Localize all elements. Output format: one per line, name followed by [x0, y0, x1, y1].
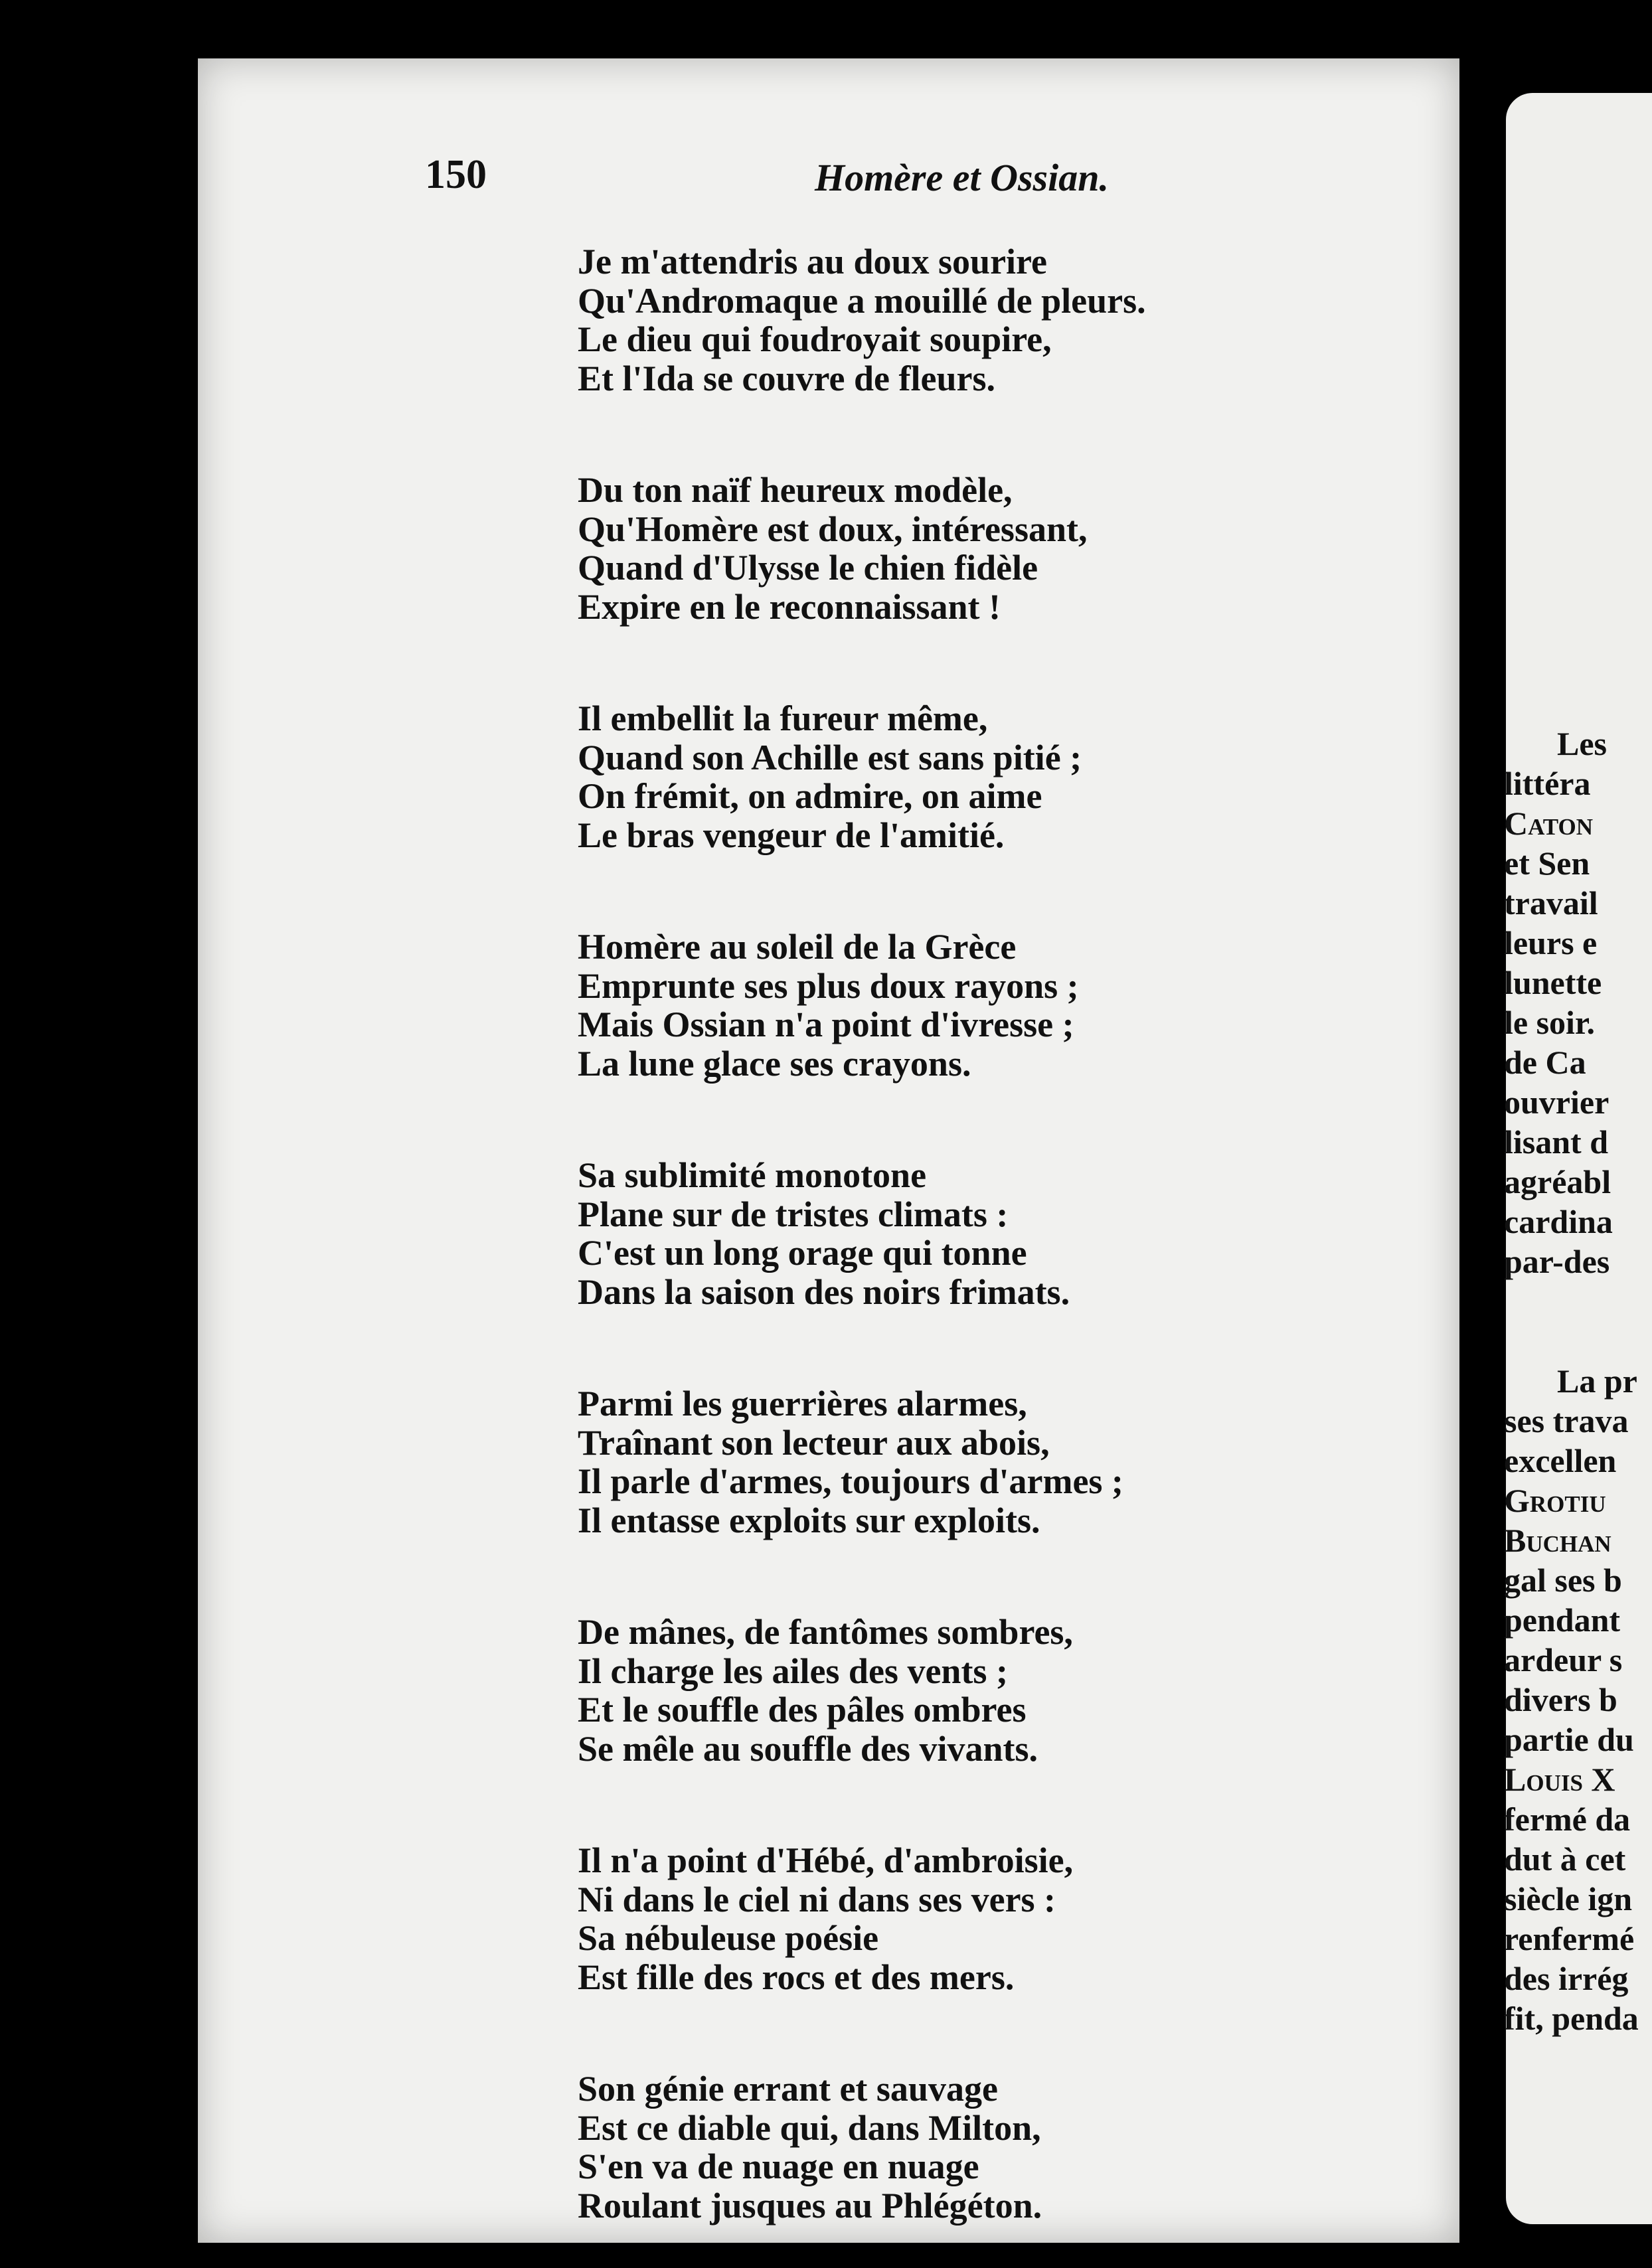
right-line: excellen — [1504, 1442, 1617, 1479]
right-line: agréabl — [1504, 1163, 1611, 1200]
poem-line: Quand d'Ulysse le chien fidèle — [578, 548, 1038, 588]
poem-line: S'en va de nuage en nuage — [578, 2146, 979, 2186]
poem-line: Le dieu qui foudroyait soupire, — [578, 319, 1052, 359]
poem-line: Mais Ossian n'a point d'ivresse ; — [578, 1005, 1074, 1044]
right-line: des irrég — [1504, 1960, 1629, 1997]
poem-line: Homère au soleil de la Grèce — [578, 927, 1017, 967]
poem-line: Est fille des rocs et des mers. — [578, 1957, 1015, 1997]
poem-line: Qu'Homère est doux, intéressant, — [578, 509, 1088, 549]
stanza — [578, 1384, 1275, 1540]
right-line: renfermé — [1504, 1920, 1635, 1957]
right-line: pendant — [1504, 1601, 1621, 1639]
right-line: La pr — [1557, 1362, 1637, 1400]
right-line: partie du — [1504, 1721, 1634, 1758]
right-line: Les — [1557, 725, 1607, 762]
right-line: lisant d — [1504, 1123, 1609, 1161]
poem-line: Et l'Ida se couvre de fleurs. — [578, 358, 995, 398]
right-line: travail — [1504, 884, 1598, 922]
right-line: le soir. — [1504, 1004, 1596, 1041]
poem-line: Son génie errant et sauvage — [578, 2069, 998, 2109]
poem-line: Se mêle au souffle des vivants. — [578, 1728, 1038, 1769]
poem-line: Parmi les guerrières alarmes, — [578, 1384, 1027, 1423]
poem-line: Sa sublimité monotone — [578, 1155, 927, 1195]
right-line: ses trava — [1504, 1402, 1629, 1439]
right-line: dut à cet — [1504, 1840, 1626, 1878]
right-line: fit, penda — [1504, 2000, 1639, 2037]
poem-line: Ni dans le ciel ni dans ses vers : — [578, 1879, 1056, 1919]
right-line: et Sen — [1504, 845, 1590, 882]
stanza — [578, 699, 1275, 854]
poem-line: Je m'attendris au doux sourire — [578, 242, 1048, 282]
page-header — [425, 151, 1109, 211]
right-line: Buchan — [1504, 1522, 1611, 1559]
poem-line: Il embellit la fureur même, — [578, 698, 988, 738]
poem-line: Plane sur de tristes climats : — [578, 1194, 1009, 1234]
right-line: littéra — [1504, 765, 1591, 802]
poem-line: Quand son Achille est sans pitié ; — [578, 737, 1082, 777]
poem-line: Il n'a point d'Hébé, d'ambroisie, — [578, 1840, 1074, 1880]
right-line: par-des — [1504, 1243, 1610, 1280]
stanza — [578, 1841, 1275, 1996]
poem-line: Il charge les ailes des vents ; — [578, 1651, 1008, 1691]
right-line: de Ca — [1504, 1044, 1586, 1081]
poem — [578, 242, 1275, 2225]
poem-line: Qu'Andromaque a mouillé de pleurs. — [578, 280, 1146, 321]
right-line: fermé da — [1504, 1801, 1631, 1838]
right-line: ouvrier — [1504, 1084, 1610, 1121]
right-line: leurs e — [1504, 924, 1598, 961]
poem-line: Il parle d'armes, toujours d'armes ; — [578, 1461, 1123, 1501]
poem-line: Est ce diable qui, dans Milton, — [578, 2107, 1041, 2148]
right-line: cardina — [1504, 1203, 1613, 1240]
right-line: divers b — [1504, 1681, 1617, 1718]
right-line: Louis X — [1504, 1761, 1615, 1798]
right-page-text — [1504, 724, 1639, 2038]
poem-line: Expire en le reconnaissant ! — [578, 586, 1001, 627]
poem-line: C'est un long orage qui tonne — [578, 1233, 1027, 1273]
poem-line: La lune glace ses crayons. — [578, 1043, 971, 1084]
stanza — [578, 928, 1275, 1083]
right-line: siècle ign — [1504, 1880, 1633, 1917]
stanza — [578, 242, 1275, 398]
stanza — [578, 1156, 1275, 1311]
stanza — [578, 471, 1275, 626]
right-line: Caton — [1504, 805, 1593, 842]
right-line: lunette — [1504, 964, 1602, 1001]
right-line: gal ses b — [1504, 1562, 1622, 1599]
poem-line: Et le souffle des pâles ombres — [578, 1690, 1027, 1730]
poem-line: On frémit, on admire, on aime — [578, 776, 1042, 816]
poem-line: Du ton naïf heureux modèle, — [578, 470, 1013, 510]
poem-line: Roulant jusques au Phlégéton. — [578, 2185, 1042, 2226]
right-line: ardeur s — [1504, 1641, 1623, 1678]
poem-line: Il entasse exploits sur exploits. — [578, 1500, 1040, 1540]
poem-line: De mânes, de fantômes sombres, — [578, 1612, 1073, 1652]
stanza — [578, 1613, 1275, 1768]
poem-line: Traînant son lecteur aux abois, — [578, 1422, 1050, 1463]
right-line: Grotiu — [1504, 1482, 1606, 1519]
paragraph-gap — [1504, 1281, 1623, 1361]
running-title: Homère et Ossian. — [814, 156, 1109, 199]
poem-line: Sa nébuleuse poésie — [578, 1918, 879, 1958]
page-number: 150 — [425, 152, 487, 197]
stanza — [578, 2069, 1275, 2225]
poem-line: Emprunte ses plus doux rayons ; — [578, 965, 1079, 1006]
poem-line: Le bras vengeur de l'amitié. — [578, 815, 1005, 855]
poem-line: Dans la saison des noirs frimats. — [578, 1271, 1070, 1312]
